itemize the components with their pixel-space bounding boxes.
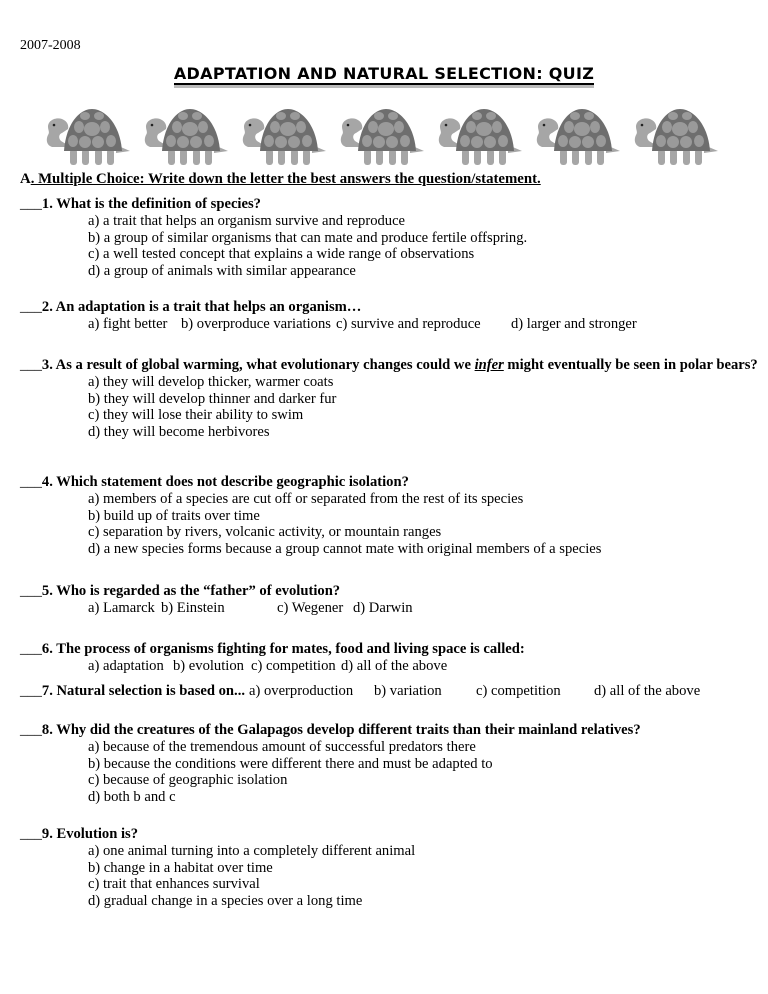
option: c) they will lose their ability to swim: [88, 407, 304, 424]
option: a) they will develop thicker, warmer coats: [88, 373, 334, 390]
turtle-icon: [530, 105, 625, 167]
option: d) they will become herbivores: [88, 424, 270, 441]
option: b) change in a habitat over time: [88, 859, 273, 876]
option: a) fight better: [88, 315, 168, 332]
option: d) all of the above: [594, 683, 701, 699]
question-9: ___9. Evolution is? a) one animal turning into a completely different animal b) change in a habitat over time c) trait that enhances survival d) gradual change in a species over a long time: [20, 826, 760, 910]
question-2: ___2. An adaptation is a trait that helps an organism… a) fight better b) overproduce variations c) survive and reproduce d) larger and stronger: [20, 299, 637, 332]
option: b) evolution: [173, 657, 244, 674]
turtle-icon: [236, 105, 331, 167]
option: a) adaptation: [88, 657, 164, 674]
answer-blank[interactable]: ___: [20, 641, 42, 657]
option: b) Einstein: [161, 599, 225, 616]
option: c) Wegener: [277, 599, 344, 616]
option: a) Lamarck: [88, 599, 155, 616]
answer-blank[interactable]: ___: [20, 357, 42, 373]
answer-blank[interactable]: ___: [20, 196, 42, 212]
quiz-title: ADAPTATION AND NATURAL SELECTION: QUIZ: [173, 64, 595, 83]
school-year: 2007-2008: [20, 38, 81, 53]
option: c) separation by rivers, volcanic activity, or mountain ranges: [88, 524, 442, 541]
turtle-icon: [138, 105, 233, 167]
turtle-icon: [628, 105, 723, 167]
option: d) larger and stronger: [511, 315, 637, 332]
option: d) Darwin: [353, 599, 413, 616]
option: d) a new species forms because a group cannot mate with original members of a species: [88, 541, 602, 558]
option: a) overproduction: [249, 683, 354, 699]
option: b) variation: [374, 683, 442, 699]
option: a) because of the tremendous amount of successful predators there: [88, 738, 476, 755]
turtle-icon: [432, 105, 527, 167]
answer-blank[interactable]: ___: [20, 474, 42, 490]
turtle-icon: [334, 105, 429, 167]
question-7: ___7. Natural selection is based on... a) overproduction b) variation c) competition d) all of the above: [20, 683, 701, 699]
answer-blank[interactable]: ___: [20, 583, 42, 599]
option: b) build up of traits over time: [88, 507, 260, 524]
turtle-icon: [40, 105, 135, 167]
question-3: ___3. As a result of global warming, what evolutionary changes could we infer might eventually be seen in polar bears? a) they will develop thicker, warmer coats b) they will develop thinner and darker fur c) they will lose their ability to swim d) they will become herbivores: [20, 357, 760, 441]
question-1: ___1. What is the definition of species? a) a trait that helps an organism survive and reproduce b) a group of similar organisms that can mate and produce fertile offspring. c) a well tested concept that explains a wide range of observations d) a group of animals with similar appearance: [20, 196, 760, 280]
turtle-banner: [40, 105, 730, 167]
answer-blank[interactable]: ___: [20, 299, 42, 315]
option: b) they will develop thinner and darker fur: [88, 390, 337, 407]
answer-blank[interactable]: ___: [20, 826, 42, 842]
option: c) competition: [476, 683, 561, 699]
option: b) overproduce variations: [181, 315, 331, 332]
answer-blank[interactable]: ___: [20, 722, 42, 738]
option: c) survive and reproduce: [336, 315, 481, 332]
option: a) members of a species are cut off or separated from the rest of its species: [88, 490, 524, 507]
option: c) competition: [251, 657, 336, 674]
question-4: ___4. Which statement does not describe geographic isolation? a) members of a species are cut off or separated from the rest of its species b) build up of traits over time c) separation by rivers, volcanic activity, or mountain ranges d) a new species forms because a group cannot mate with original members of a species: [20, 474, 760, 558]
option: a) a trait that helps an organism survive and reproduce: [88, 212, 406, 229]
option: c) trait that enhances survival: [88, 876, 260, 893]
option: a) one animal turning into a completely different animal: [88, 842, 416, 859]
option: c) a well tested concept that explains a wide range of observations: [88, 246, 475, 263]
option: d) a group of animals with similar appearance: [88, 263, 356, 280]
option: b) a group of similar organisms that can mate and produce fertile offspring.: [88, 229, 528, 246]
option: d) gradual change in a species over a long time: [88, 893, 363, 910]
option: b) because the conditions were different there and must be adapted to: [88, 755, 493, 772]
question-6: ___6. The process of organisms fighting for mates, food and living space is called: a) adaptation b) evolution c) competition d) all of the above: [20, 641, 525, 674]
section-a-heading: A. Multiple Choice: Write down the letter the best answers the question/statement.: [20, 171, 541, 187]
option: d) all of the above: [341, 657, 448, 674]
answer-blank[interactable]: ___: [20, 683, 42, 699]
question-8: ___8. Why did the creatures of the Galapagos develop different traits than their mainland relatives? a) because of the tremendous amount of successful predators there b) because the conditions were different there and must be adapted to c) because of geographic isolation d) both b and c: [20, 722, 760, 806]
option: d) both b and c: [88, 789, 176, 806]
question-5: ___5. Who is regarded as the “father” of evolution? a) Lamarck b) Einstein c) Wegener d) Darwin: [20, 583, 413, 616]
option: c) because of geographic isolation: [88, 772, 288, 789]
